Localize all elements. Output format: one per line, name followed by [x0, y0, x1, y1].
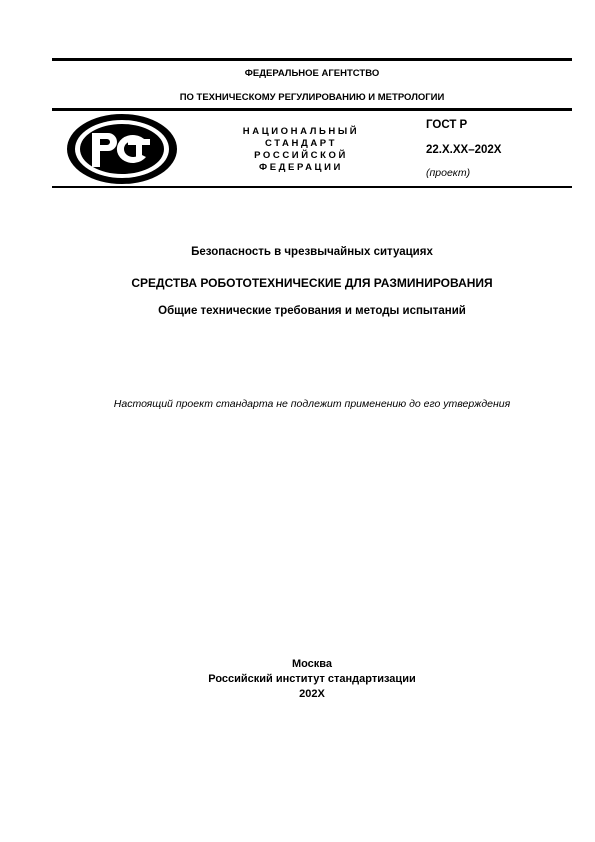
gost-title: ГОСТ Р — [426, 119, 468, 131]
header-rule — [52, 108, 572, 111]
national-standard-line: СТАНДАРТ — [265, 138, 337, 149]
national-standard-line: НАЦИОНАЛЬНЫЙ — [242, 126, 360, 137]
rst-logo-icon — [66, 113, 178, 185]
gost-number: 22.Х.ХХ–202Х — [426, 144, 502, 156]
agency-line-2: ПО ТЕХНИЧЕСКОМУ РЕГУЛИРОВАНИЮ И МЕТРОЛОГИИ — [179, 92, 445, 103]
header-bottom-rule — [52, 186, 572, 188]
gost-status: (проект) — [426, 167, 471, 179]
agency-line-1: ФЕДЕРАЛЬНОЕ АГЕНТСТВО — [244, 68, 380, 79]
national-standard-label — [236, 126, 366, 174]
national-standard-line: ФЕДЕРАЦИИ — [259, 162, 343, 173]
imprint-city: Москва — [291, 658, 333, 670]
imprint-publisher: Российский институт стандартизации — [208, 673, 416, 685]
rst-logo-graphic — [66, 113, 178, 185]
imprint-year: 202Х — [299, 688, 325, 700]
document-subject: Безопасность в чрезвычайных ситуациях — [191, 246, 433, 258]
draft-notice: Настоящий проект стандарта не подлежит применению до его утверждения — [113, 398, 511, 410]
document-subtitle: Общие технические требования и методы испытаний — [158, 305, 466, 317]
document-title: СРЕДСТВА РОБОТОТЕХНИЧЕСКИЕ ДЛЯ РАЗМИНИРОВАНИЯ — [131, 276, 493, 290]
national-standard-line: РОССИЙСКОЙ — [254, 150, 348, 161]
top-rule — [52, 58, 572, 61]
